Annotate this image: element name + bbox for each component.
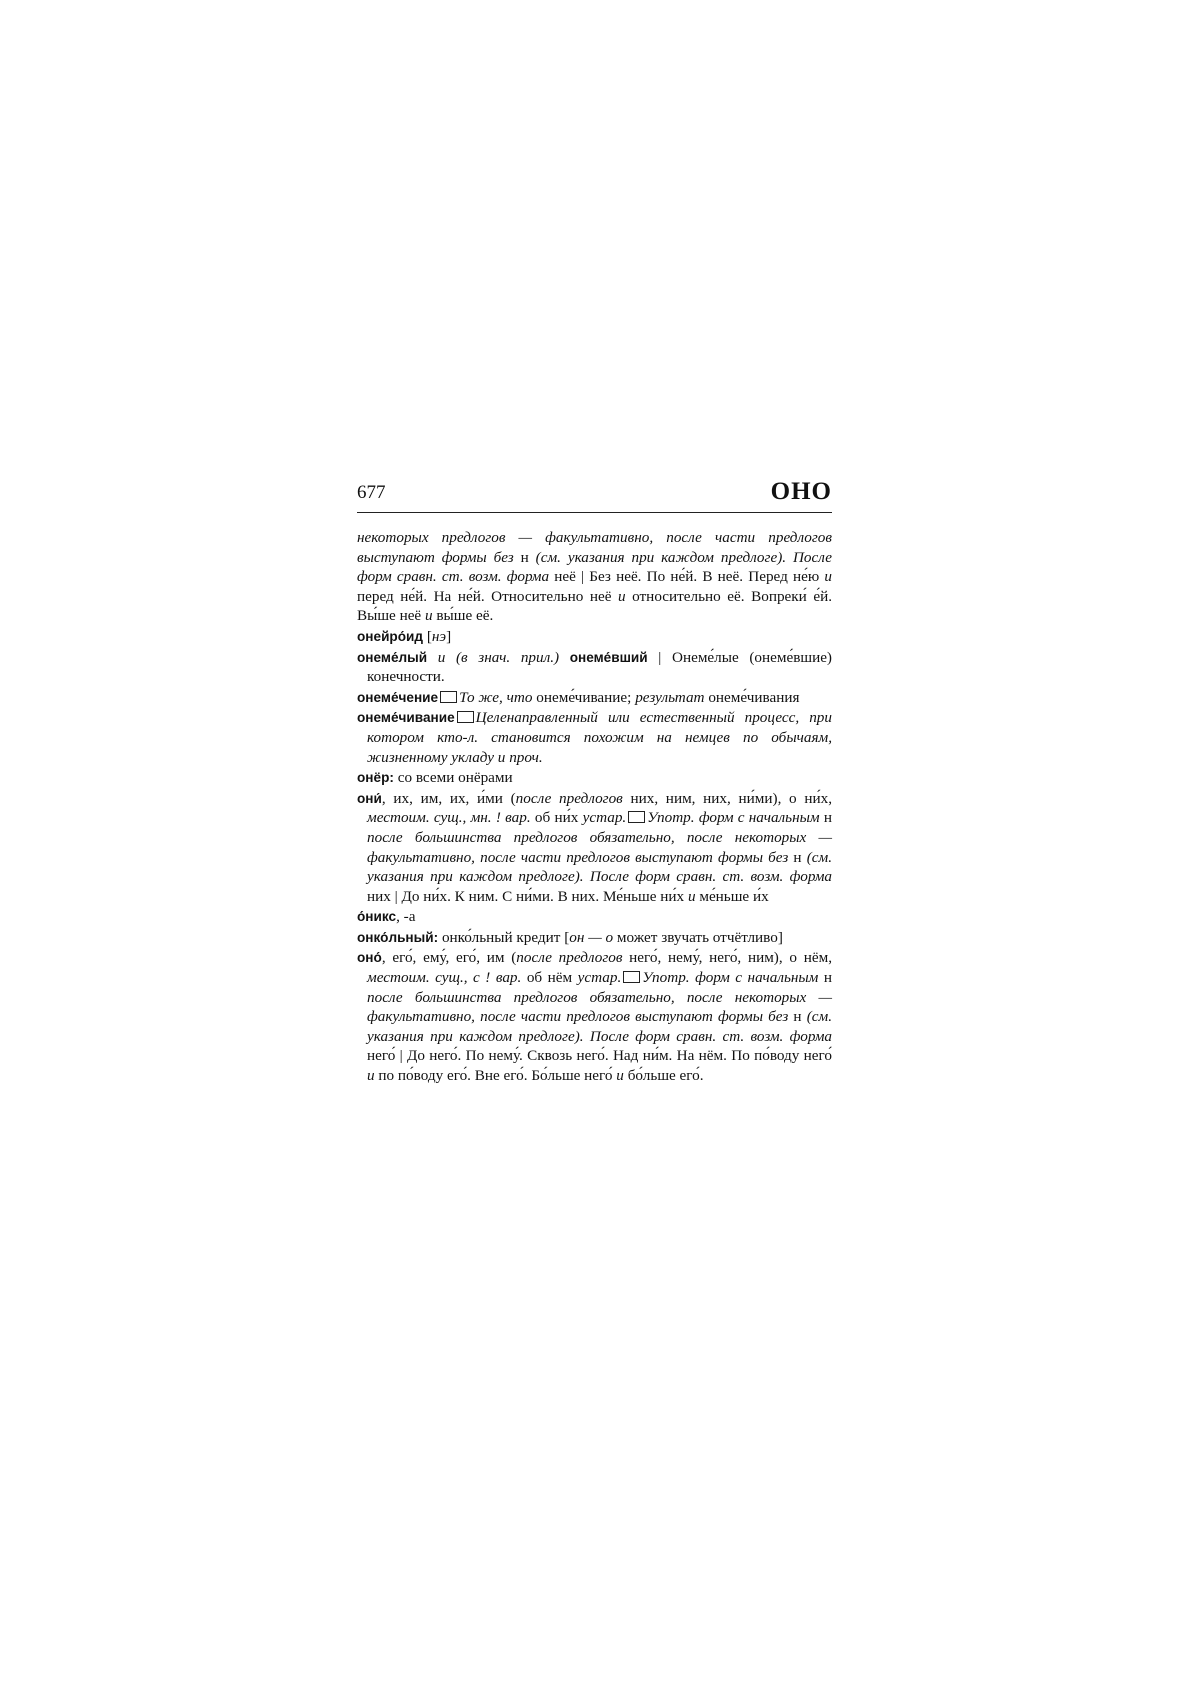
headword: онёр: <box>357 770 394 786</box>
entry-text: об ни́х <box>534 809 583 827</box>
square-icon <box>440 691 457 703</box>
entry-text: , его́, ему́, его́, им ( <box>381 949 517 967</box>
entry-text: онеме́чивание; <box>536 688 636 706</box>
headword: онеме́лый <box>357 649 428 665</box>
entry-text: них, ним, них, ни́ми), о ни́х, <box>630 789 832 807</box>
italic-text: и <box>616 1067 628 1085</box>
square-icon <box>457 711 474 723</box>
entry-text: ме́ньше и́х <box>699 887 769 905</box>
italic-text: местоим. сущ., с ! вар. <box>367 969 527 987</box>
italic-text: и (в знач. прил.) <box>437 648 560 666</box>
italic-text: Употр. форм с начальным <box>647 809 824 827</box>
italic-text: после предлогов <box>515 789 631 807</box>
entry-text: перед не́й. На не́й. Относительно неё <box>357 587 619 605</box>
dictionary-entry <box>357 708 832 767</box>
entry-text: н <box>793 1008 807 1026</box>
dictionary-entry <box>357 768 832 788</box>
italic-text: и <box>424 607 437 625</box>
italic-text: некоторых предлогов — факультативно, после части предлогов выступают формы без <box>357 529 832 566</box>
page-number: 677 <box>357 482 386 503</box>
entry-text: об нём <box>526 969 578 987</box>
headword: онейро́ид <box>357 628 424 644</box>
italic-text: после предлогов <box>516 949 630 967</box>
entry-text: ] <box>446 627 452 645</box>
italic-text: и <box>687 887 700 905</box>
headword: оно́ <box>357 950 382 966</box>
entry-text: [ <box>423 627 432 645</box>
italic-text: после большинства предлогов обязательно, после некоторых — факультативно, после части предлогов выступают формы без <box>367 988 832 1026</box>
dictionary-entry <box>357 928 832 948</box>
dictionary-entry <box>357 648 832 687</box>
italic-text: устар. <box>577 969 622 987</box>
headword: они́ <box>357 790 382 806</box>
entry-text: него́ | До него́. По нему́. Сквозь него́. Над ни́м. На нём. По по́воду него́ <box>367 1047 832 1065</box>
entry-text: н <box>823 969 833 987</box>
dictionary-entries <box>357 528 832 1086</box>
entry-text: н <box>520 548 536 566</box>
headword: онеме́вший <box>569 649 648 665</box>
page-header <box>357 478 832 508</box>
entry-text: со всеми онёрами <box>393 769 513 787</box>
italic-text: и <box>618 587 633 605</box>
italic-text: Употр. форм с начальным <box>642 969 824 987</box>
square-icon <box>628 811 645 823</box>
entry-text: вы́ше её. <box>436 607 494 625</box>
italic-text: он — о <box>569 928 617 946</box>
headword: о́никс <box>357 909 397 925</box>
italic-text: (см. указания при каждом предлоге). После форм сравн. ст. возм. форма <box>367 1008 832 1045</box>
entry-text: н <box>823 809 832 827</box>
entry-text: относительно её. Вопреки́ е́й. Вы́ше неё <box>357 587 832 625</box>
running-head: ОНО <box>770 478 832 505</box>
italic-text: нэ <box>431 627 447 645</box>
dictionary-page <box>357 478 832 1087</box>
entry-text: , их, им, их, и́ми ( <box>381 789 516 807</box>
dictionary-entry <box>357 907 832 927</box>
entry-text: них | До ни́х. К ним. С ни́ми. В них. Ме́ньше ни́х <box>367 887 688 905</box>
entry-text: по по́воду его́. Вне его́. Бо́льше него́ <box>378 1067 617 1085</box>
entry-text: него́, нему́, него́, ним), о нём, <box>629 949 832 967</box>
italic-text: после большинства предлогов обязательно, после некоторых — факультативно, после части предлогов выступают формы без <box>367 828 832 866</box>
italic-text: То же, что <box>459 688 537 706</box>
entry-text: бо́льше его́. <box>627 1067 704 1085</box>
entry-text: неё | Без неё. По не́й. В неё. Перед не́ю <box>554 568 825 586</box>
entry-text: | Онеме́лые (онеме́вшие) конечности. <box>367 648 832 686</box>
dictionary-entry <box>357 948 832 1085</box>
dictionary-entry <box>357 688 832 708</box>
entry-text: н <box>793 848 807 866</box>
headword: онеме́чение <box>357 689 439 705</box>
italic-text: результат <box>635 688 709 706</box>
entry-text <box>559 649 570 666</box>
headword: онко́льный: <box>357 929 439 945</box>
italic-text: и <box>367 1067 379 1085</box>
square-icon <box>623 971 640 983</box>
entry-text: онеме́чивания <box>708 688 800 706</box>
italic-text: Целенаправленный или естественный процесс, при котором кто-л. становится похожим на немцев по обычаям, жизненному укладу и проч. <box>367 709 832 766</box>
entry-text: , -а <box>396 908 416 926</box>
dictionary-entry <box>357 528 832 626</box>
italic-text: (см. указания при каждом предлоге). После форм сравн. ст. возм. форма <box>367 848 832 886</box>
entry-text: может звучать отчётливо] <box>616 928 783 946</box>
entry-text <box>427 649 438 666</box>
headword: онеме́чивание <box>357 710 455 726</box>
italic-text: (см. указания при каждом предлоге). После форм сравн. ст. возм. форма <box>357 548 832 586</box>
italic-text: местоим. сущ., мн. ! вар. <box>367 809 535 827</box>
header-rule <box>357 512 832 513</box>
dictionary-entry <box>357 789 832 907</box>
italic-text: и <box>824 568 832 586</box>
entry-text: онко́льный кредит [ <box>438 928 570 946</box>
italic-text: устар. <box>582 809 627 827</box>
dictionary-entry <box>357 627 832 647</box>
